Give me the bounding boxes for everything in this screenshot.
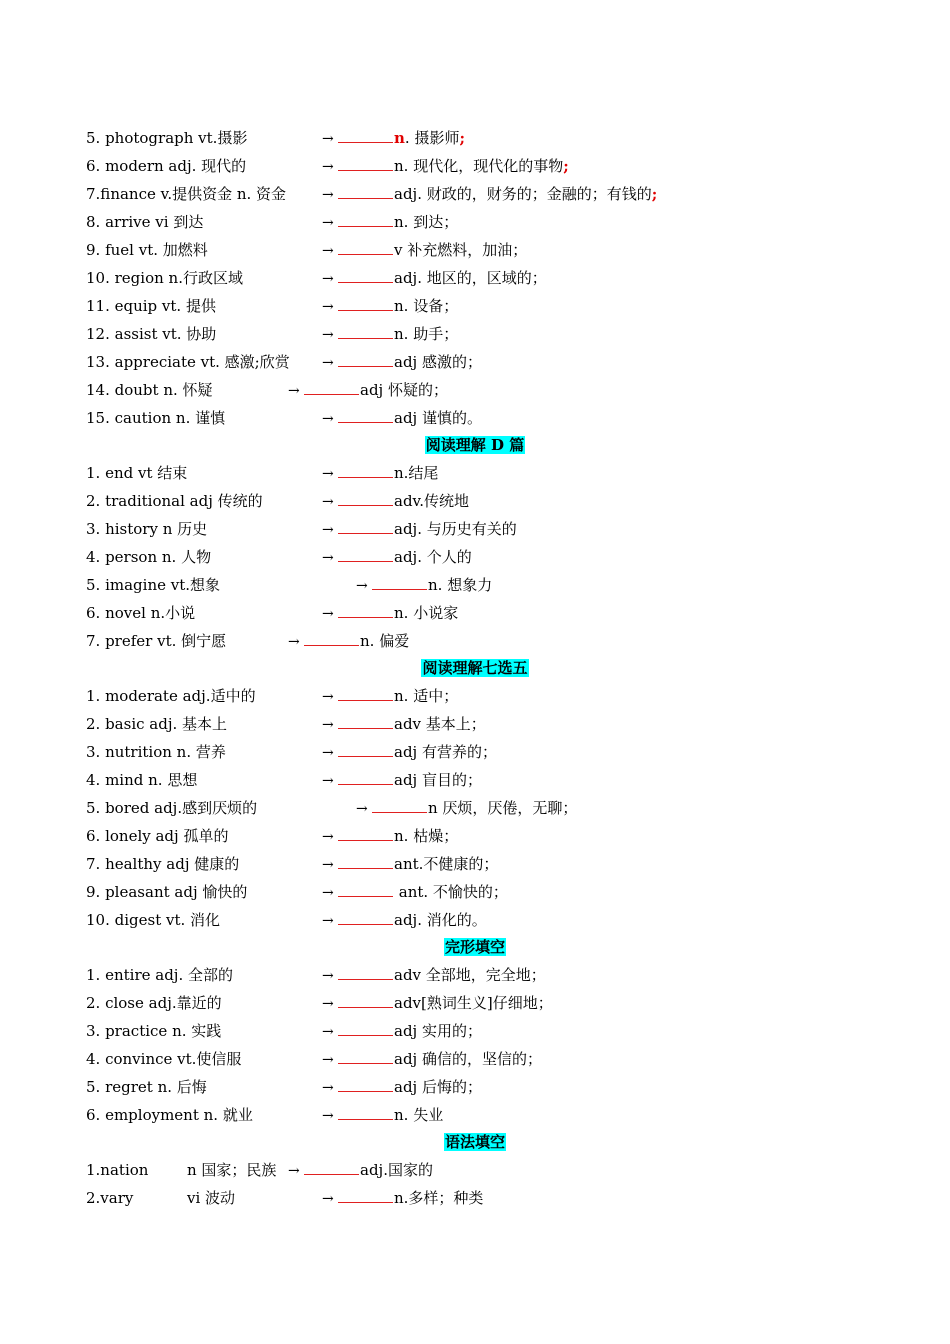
arrow-icon: → (288, 383, 300, 399)
arrow-icon: → (322, 355, 334, 371)
arrow-icon: → (322, 411, 334, 427)
derivative-entry (322, 850, 498, 879)
answer-blank[interactable] (338, 822, 393, 841)
arrow-icon: → (322, 745, 334, 761)
derivative-meaning: adv 全部地，完全地； (394, 966, 546, 984)
vocab-row (86, 878, 906, 906)
arrow-icon: → (322, 215, 334, 231)
derivative-meaning: n. 设备； (394, 297, 459, 315)
punctuation-highlight: ; (563, 157, 569, 175)
derivative-meaning: n. 适中； (394, 687, 459, 705)
derivative-entry (322, 822, 458, 851)
vocab-row (86, 348, 906, 376)
derivative-meaning: ant. 不愉快的； (394, 883, 508, 901)
derivative-entry (322, 682, 458, 711)
arrow-icon: → (322, 1108, 334, 1124)
derivative-entry (288, 627, 409, 656)
answer-blank[interactable] (372, 794, 427, 813)
derivative-meaning: n. 现代化，现代化的事物 (394, 157, 564, 175)
derivative-entry (322, 599, 458, 628)
derivative-entry (322, 292, 458, 321)
source-word: 9. pleasant adj 愉快的 (86, 883, 248, 901)
derivative-meaning: adj 谨慎的。 (394, 409, 482, 427)
source-word: 2.vary (86, 1189, 134, 1207)
answer-blank[interactable] (304, 627, 359, 646)
source-word: 12. assist vt. 协助 (86, 325, 217, 343)
derivative-entry (322, 543, 472, 572)
vocab-row (86, 1184, 906, 1212)
source-word: 7.finance v.提供资金 n. 资金 (86, 185, 287, 203)
derivative-entry (288, 1156, 433, 1185)
punctuation-highlight: ; (651, 185, 658, 203)
arrow-icon: → (322, 271, 334, 287)
answer-blank[interactable] (338, 208, 393, 227)
arrow-icon: → (322, 550, 334, 566)
derivative-meaning: adj 确信的，坚信的； (394, 1050, 542, 1068)
answer-blank[interactable] (338, 1184, 393, 1203)
derivative-meaning: adj. 消化的。 (394, 911, 487, 929)
derivative-entry (322, 152, 569, 181)
punctuation-highlight: ; (459, 129, 465, 147)
answer-blank[interactable] (338, 878, 393, 897)
arrow-icon: → (288, 634, 300, 650)
derivative-entry (322, 487, 469, 516)
source-word: 6. novel n.小说 (86, 604, 196, 622)
derivative-entry (322, 710, 486, 739)
arrow-icon: → (322, 243, 334, 259)
arrow-icon: → (322, 1080, 334, 1096)
vocab-row (86, 236, 906, 264)
answer-blank[interactable] (338, 599, 393, 618)
derivative-meaning: adj 后悔的； (394, 1078, 482, 1096)
derivative-entry (322, 320, 458, 349)
answer-blank[interactable] (338, 459, 393, 478)
vocab-row (86, 794, 906, 822)
arrow-icon: → (322, 689, 334, 705)
derivative-meaning: adv 基本上； (394, 715, 486, 733)
source-word: 14. doubt n. 怀疑 (86, 381, 213, 399)
source-word: 7. healthy adj 健康的 (86, 855, 240, 873)
derivative-entry (322, 1184, 483, 1213)
section-header (0, 431, 950, 459)
source-word: 3. nutrition n. 营养 (86, 743, 226, 761)
section-header (0, 933, 950, 961)
source-word: 2. basic adj. 基本上 (86, 715, 228, 733)
derivative-meaning: adj 怀疑的； (360, 381, 448, 399)
derivative-entry (322, 208, 458, 237)
answer-blank[interactable] (338, 320, 393, 339)
derivative-entry (322, 1045, 542, 1074)
arrow-icon: → (322, 857, 334, 873)
derivative-meaning: adj. 个人的 (394, 548, 472, 566)
vocab-row (86, 627, 906, 655)
derivative-meaning: adj.国家的 (360, 1161, 433, 1179)
source-word: 1.nation (86, 1161, 149, 1179)
source-word: 8. arrive vi 到达 (86, 213, 204, 231)
derivative-entry (322, 515, 517, 544)
source-word: 3. practice n. 实践 (86, 1022, 222, 1040)
arrow-icon: → (322, 1024, 334, 1040)
source-word: 4. mind n. 思想 (86, 771, 198, 789)
vocab-row (86, 766, 906, 794)
source-word: 2. traditional adj 传统的 (86, 492, 263, 510)
arrow-icon: → (322, 131, 334, 147)
answer-blank[interactable] (338, 1073, 393, 1092)
derivative-entry (322, 766, 482, 795)
answer-blank[interactable] (338, 1045, 393, 1064)
arrow-icon: → (322, 299, 334, 315)
derivative-meaning: adj 实用的； (394, 1022, 482, 1040)
vocab-row (86, 1156, 906, 1184)
arrow-icon: → (322, 773, 334, 789)
source-word: 3. history n 历史 (86, 520, 208, 538)
answer-blank[interactable] (338, 682, 393, 701)
source-word: 10. region n.行政区域 (86, 269, 243, 287)
arrow-icon: → (322, 187, 334, 203)
derivative-meaning: adj. 财政的，财务的；金融的；有钱的 (394, 185, 652, 203)
derivative-meaning: n. 枯燥； (394, 827, 459, 845)
source-word-meaning: n 国家；民族 (187, 1161, 277, 1179)
vocab-row (86, 1017, 906, 1045)
vocab-row (86, 710, 906, 738)
source-word: 5. regret n. 后悔 (86, 1078, 207, 1096)
vocab-row (86, 320, 906, 348)
derivative-entry (322, 1101, 443, 1130)
source-word: 5. photograph vt.摄影 (86, 129, 248, 147)
derivative-meaning: adj. 与历史有关的 (394, 520, 517, 538)
arrow-icon: → (322, 1191, 334, 1207)
arrow-icon: → (322, 717, 334, 733)
derivative-meaning: n.结尾 (394, 464, 439, 482)
derivative-entry (322, 961, 546, 990)
arrow-icon: → (356, 578, 368, 594)
derivative-meaning: n. 失业 (394, 1106, 444, 1124)
derivative-entry (322, 236, 527, 265)
vocab-row (86, 738, 906, 766)
derivative-entry (322, 264, 547, 293)
source-word: 15. caution n. 谨慎 (86, 409, 226, 427)
part-of-speech-highlight: n (394, 129, 405, 147)
arrow-icon: → (322, 494, 334, 510)
source-word-meaning: vi 波动 (187, 1189, 236, 1207)
answer-blank[interactable] (338, 487, 393, 506)
derivative-entry (322, 1073, 482, 1102)
derivative-entry (322, 180, 657, 209)
derivative-meaning: n. 助手； (394, 325, 459, 343)
answer-blank[interactable] (338, 766, 393, 785)
vocab-row (86, 1101, 906, 1129)
derivative-meaning: adv[熟词生义]仔细地； (394, 994, 553, 1012)
vocab-row (86, 822, 906, 850)
vocab-row (86, 404, 906, 432)
source-word: 10. digest vt. 消化 (86, 911, 221, 929)
source-word: 4. person n. 人物 (86, 548, 212, 566)
vocab-row (86, 961, 906, 989)
arrow-icon: → (322, 829, 334, 845)
derivative-entry (322, 989, 553, 1018)
section-header (0, 1128, 950, 1156)
source-word: 4. convince vt.使信服 (86, 1050, 242, 1068)
arrow-icon: → (356, 801, 368, 817)
derivative-entry (356, 571, 492, 600)
source-word: 1. moderate adj.适中的 (86, 687, 256, 705)
arrow-icon: → (322, 885, 334, 901)
vocab-row (86, 989, 906, 1017)
derivative-entry (356, 794, 577, 823)
answer-blank[interactable] (338, 906, 393, 925)
answer-blank[interactable] (338, 152, 393, 171)
derivative-entry (322, 459, 438, 488)
vocab-row (86, 1073, 906, 1101)
answer-blank[interactable] (338, 236, 393, 255)
answer-blank[interactable] (338, 989, 393, 1008)
arrow-icon: → (322, 996, 334, 1012)
derivative-meaning: n. 到达； (394, 213, 459, 231)
derivative-entry (322, 124, 465, 153)
vocab-row (86, 208, 906, 236)
derivative-meaning: adj 有营养的； (394, 743, 497, 761)
answer-blank[interactable] (338, 124, 393, 143)
answer-blank[interactable] (338, 264, 393, 283)
answer-blank[interactable] (338, 710, 393, 729)
derivative-entry (322, 348, 482, 377)
answer-blank[interactable] (338, 1017, 393, 1036)
derivative-meaning: n.多样；种类 (394, 1189, 484, 1207)
arrow-icon: → (322, 968, 334, 984)
vocab-row (86, 682, 906, 710)
answer-blank[interactable] (338, 961, 393, 980)
source-word: 7. prefer vt. 倒宁愿 (86, 632, 227, 650)
derivative-entry (322, 878, 508, 907)
derivative-meaning: adj. 地区的，区域的； (394, 269, 547, 287)
source-word: 1. end vt 结束 (86, 464, 188, 482)
derivative-meaning: adj 盲目的； (394, 771, 482, 789)
derivative-meaning: ant.不健康的； (394, 855, 499, 873)
answer-blank[interactable] (372, 571, 427, 590)
derivative-meaning: adv.传统地 (394, 492, 470, 510)
section-header (0, 654, 950, 682)
arrow-icon: → (322, 466, 334, 482)
derivative-meaning: v 补充燃料，加油； (394, 241, 528, 259)
vocab-row (86, 292, 906, 320)
derivative-meaning: n. 想象力 (428, 576, 493, 594)
vocab-row (86, 152, 906, 180)
answer-blank[interactable] (338, 1101, 393, 1120)
answer-blank[interactable] (338, 543, 393, 562)
vocab-row (86, 264, 906, 292)
answer-blank[interactable] (304, 376, 359, 395)
derivative-meaning: adj 感激的； (394, 353, 482, 371)
answer-blank[interactable] (338, 515, 393, 534)
arrow-icon: → (322, 159, 334, 175)
derivative-meaning: n. 偏爱 (360, 632, 410, 650)
answer-blank[interactable] (338, 180, 393, 199)
derivative-meaning: n. 小说家 (394, 604, 459, 622)
vocab-row (86, 487, 906, 515)
section-title: 语法填空 (444, 1133, 505, 1151)
arrow-icon: → (322, 1052, 334, 1068)
section-title: 完形填空 (444, 938, 505, 956)
arrow-icon: → (322, 913, 334, 929)
vocab-row (86, 180, 906, 208)
derivative-entry (322, 738, 497, 767)
derivative-entry (322, 906, 487, 935)
source-word: 5. bored adj.感到厌烦的 (86, 799, 258, 817)
vocab-row (86, 850, 906, 878)
source-word: 5. imagine vt.想象 (86, 576, 221, 594)
vocab-row (86, 543, 906, 571)
vocab-row (86, 906, 906, 934)
vocab-row (86, 124, 906, 152)
section-title: 阅读理解七选五 (422, 659, 528, 677)
arrow-icon: → (288, 1163, 300, 1179)
vocab-row (86, 1045, 906, 1073)
answer-blank[interactable] (338, 738, 393, 757)
source-word: 1. entire adj. 全部的 (86, 966, 233, 984)
arrow-icon: → (322, 327, 334, 343)
vocab-row (86, 599, 906, 627)
source-word: 2. close adj.靠近的 (86, 994, 222, 1012)
arrow-icon: → (322, 522, 334, 538)
vocab-row (86, 376, 906, 404)
vocab-row (86, 571, 906, 599)
arrow-icon: → (322, 606, 334, 622)
answer-blank[interactable] (338, 348, 393, 367)
vocab-row (86, 515, 906, 543)
answer-blank[interactable] (338, 292, 393, 311)
source-word: 11. equip vt. 提供 (86, 297, 216, 315)
derivative-meaning: n 厌烦，厌倦，无聊； (428, 799, 578, 817)
derivative-meaning: . 摄影师 (404, 129, 460, 147)
source-word: 13. appreciate vt. 感激;欣赏 (86, 353, 290, 371)
source-word: 6. lonely adj 孤单的 (86, 827, 229, 845)
source-word: 9. fuel vt. 加燃料 (86, 241, 208, 259)
derivative-entry (288, 376, 448, 405)
answer-blank[interactable] (304, 1156, 359, 1175)
answer-blank[interactable] (338, 404, 393, 423)
source-word: 6. modern adj. 现代的 (86, 157, 247, 175)
source-word: 6. employment n. 就业 (86, 1106, 253, 1124)
answer-blank[interactable] (338, 850, 393, 869)
vocab-row (86, 459, 906, 487)
derivative-entry (322, 404, 482, 433)
section-title: 阅读理解 D 篇 (425, 436, 525, 454)
derivative-entry (322, 1017, 482, 1046)
